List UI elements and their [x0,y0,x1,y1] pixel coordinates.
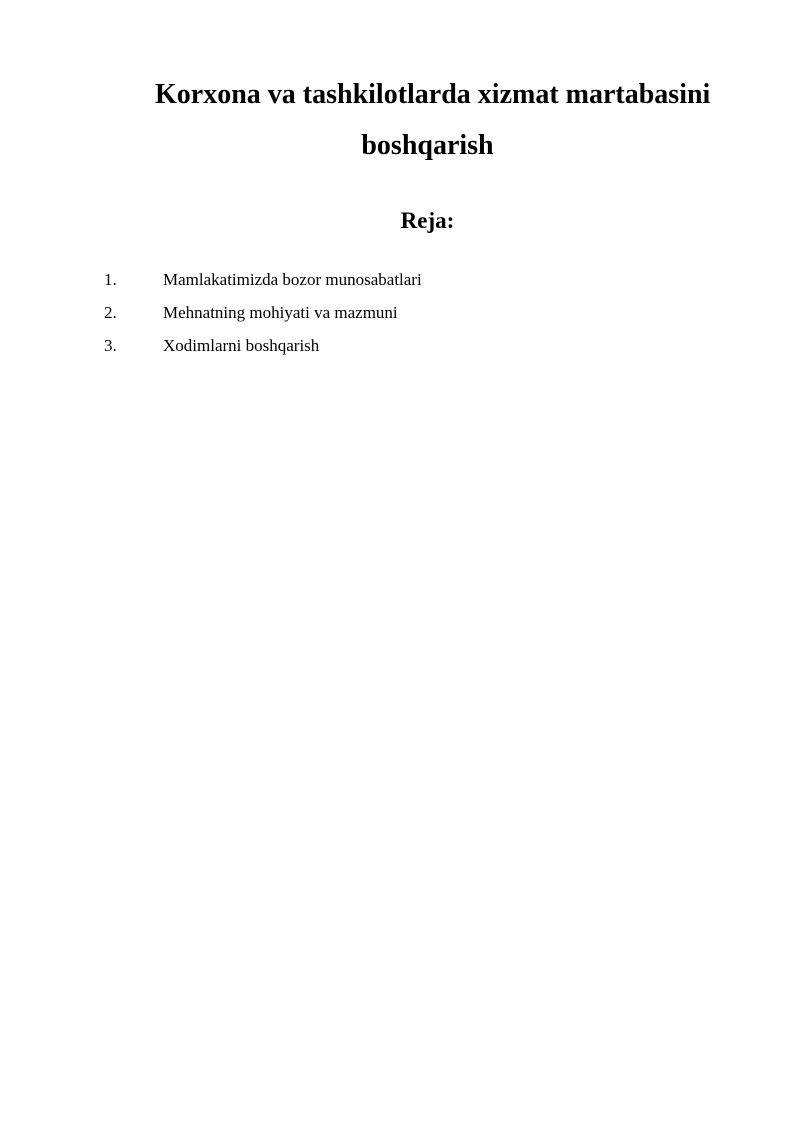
plan-item-text: Xodimlarni boshqarish [163,336,320,355]
plan-item-text: Mehnatning mohiyati va mazmuni [163,303,398,322]
plan-item [104,332,422,365]
plan-item-number: 3. [104,336,117,355]
plan-item [104,266,422,299]
plan-list [104,266,422,365]
document-title-line-2: boshqarish [361,130,494,161]
document-title-line-1: Korxona va tashkilotlarda xizmat martabasini [155,79,711,110]
plan-item [104,299,422,332]
plan-item-text: Mamlakatimizda bozor munosabatlari [163,270,422,289]
plan-item-number: 1. [104,270,117,289]
plan-heading: Reja: [400,208,455,233]
plan-item-number: 2. [104,303,117,322]
